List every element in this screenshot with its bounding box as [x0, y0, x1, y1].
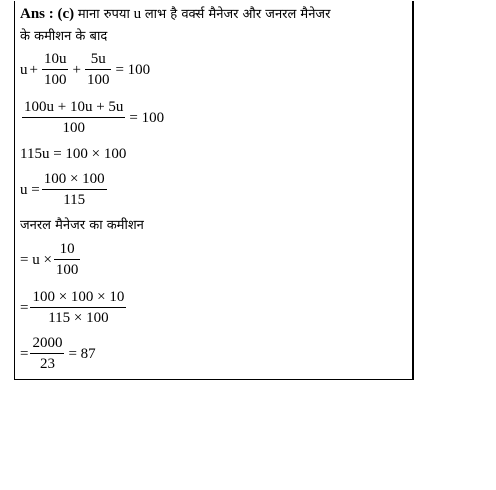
eq5-fraction: [54, 242, 81, 278]
eq4-denominator: 115: [63, 192, 86, 208]
eq1-plus-1: +: [29, 61, 38, 78]
eq2-numerator: 100u + 10u + 5u: [22, 100, 125, 118]
equation-2: [20, 100, 166, 136]
eq7-denominator: 23: [39, 356, 55, 372]
eq1-fraction-1: [42, 52, 69, 88]
heading-text-1: माना रुपया: [77, 7, 130, 22]
eq6-fraction: [30, 290, 126, 326]
eq7-lhs: =: [20, 345, 29, 362]
heading-variable: u: [133, 6, 142, 22]
commission-caption: जनरल मैनेजर का कमीशन: [20, 218, 144, 233]
eq6-lhs: =: [20, 299, 29, 316]
equation-3: 115u = 100 × 100: [20, 146, 127, 162]
equation-7: [20, 336, 98, 372]
eq1-denominator-2: 100: [86, 72, 110, 88]
eq6-numerator: 100 × 100 × 10: [30, 290, 126, 308]
eq4-lhs: u =: [20, 181, 40, 198]
heading-line-2: के कमीशन के बाद: [20, 29, 108, 44]
eq1-numerator-2: 5u: [85, 52, 112, 70]
eq1-denominator-1: 100: [43, 72, 67, 88]
eq1-plus-2: +: [72, 61, 81, 78]
eq1-result: = 100: [115, 61, 151, 78]
eq1-fraction-2: [85, 52, 112, 88]
eq4-numerator: 100 × 100: [42, 172, 107, 190]
eq1-numerator-1: 10u: [42, 52, 69, 70]
eq2-denominator: 100: [62, 120, 85, 136]
equation-1: [20, 52, 152, 88]
eq7-numerator: 2000: [30, 336, 64, 354]
eq6-denominator: 115 × 100: [48, 310, 109, 326]
equation-6: [20, 290, 128, 326]
eq2-result: = 100: [129, 109, 165, 126]
eq7-rhs: = 87: [68, 345, 96, 362]
eq5-numerator: 10: [54, 242, 81, 260]
eq1-var: u: [20, 61, 28, 78]
eq2-fraction: [22, 100, 125, 136]
equation-5: [20, 242, 82, 278]
equation-4: [20, 172, 109, 208]
ans-label: Ans : (c): [20, 6, 75, 22]
heading-text-1-rest: लाभ है वर्क्स मैनेजर और जनरल मैनेजर: [144, 7, 331, 22]
eq7-fraction: [30, 336, 64, 372]
eq5-denominator: 100: [55, 262, 79, 278]
eq4-fraction: [42, 172, 107, 208]
eq5-lhs: = u ×: [20, 251, 52, 268]
heading-line-1: [20, 7, 330, 22]
